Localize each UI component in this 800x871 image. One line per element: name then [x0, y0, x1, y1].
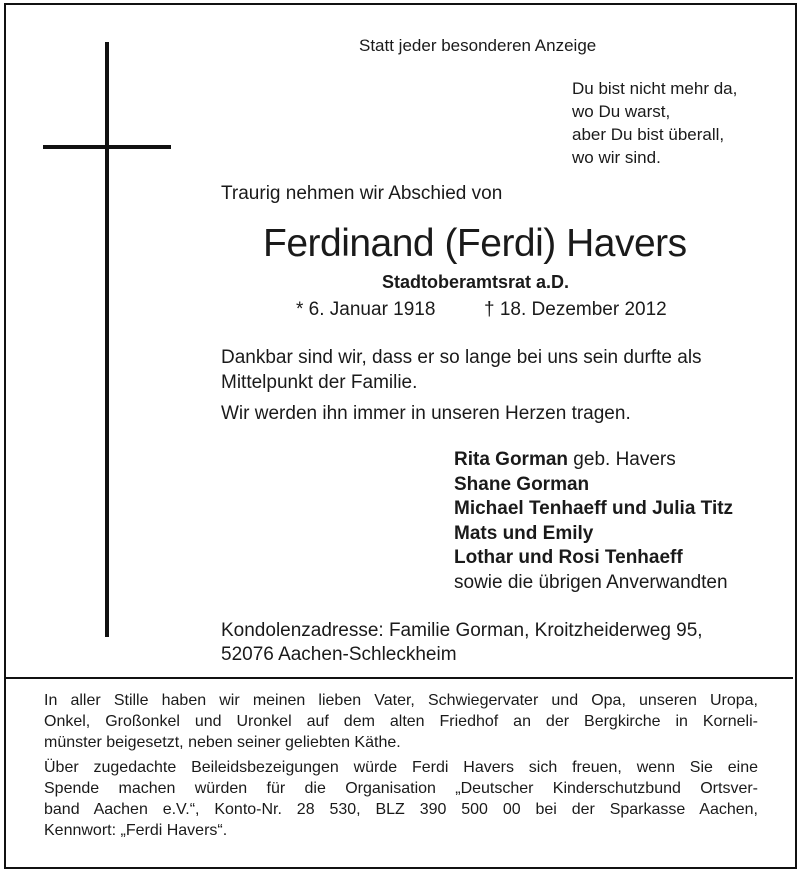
intro-text: Traurig nehmen wir Abschied von	[221, 183, 503, 204]
burial-line: In aller Stille haben wir meinen lieben Vater, Schwiegervater und Opa, unseren Uropa,	[44, 692, 758, 709]
family-member	[454, 497, 733, 522]
condolence-address	[221, 619, 703, 667]
burial-line: münster beigesetzt, neben seiner geliebten Käthe.	[44, 734, 401, 751]
family-member-name: Lothar und Rosi Tenhaeff	[454, 547, 683, 568]
donation-line: Spende machen würden für die Organisation „Deutscher Kinderschutzbund Ortsver-	[44, 780, 758, 797]
gratitude-line: Mittelpunkt der Familie.	[221, 372, 418, 393]
poem	[572, 77, 737, 169]
deceased-rank: Stadtoberamtsrat a.D.	[382, 272, 570, 292]
family-member-name: Rita Gorman	[454, 449, 569, 470]
poem-line: Du bist nicht mehr da,	[572, 79, 738, 98]
family-member-name: Shane Gorman	[454, 473, 590, 495]
gratitude-line: Dankbar sind wir, dass er so lange bei uns sein durfte als	[221, 347, 702, 368]
burial-paragraph	[44, 690, 758, 753]
header-statt-text: Statt jeder besonderen Anzeige	[359, 36, 597, 55]
donation-line: Über zugedachte Beileidsbezeigungen würde Ferdi Havers sich freuen, wenn Sie eine	[44, 759, 758, 776]
family-member-name: Michael Tenhaeff und Julia Titz	[454, 498, 734, 519]
family-member-note: sowie die übrigen Anverwandten	[454, 571, 728, 593]
deceased-name: Ferdinand (Ferdi) Havers	[263, 222, 687, 265]
family-list	[454, 448, 733, 595]
family-member	[454, 448, 733, 473]
birth-date: * 6. Januar 1918	[296, 299, 436, 320]
gratitude-paragraph	[221, 345, 702, 395]
poem-line: wo Du warst,	[572, 102, 671, 121]
divider-line	[6, 677, 793, 679]
family-member	[454, 571, 733, 596]
cross-vertical-bar	[105, 42, 109, 637]
donation-line: Kennwort: „Ferdi Havers“.	[44, 822, 228, 839]
family-member	[454, 522, 733, 547]
address-line: 52076 Aachen-Schleckheim	[221, 644, 457, 665]
poem-line: aber Du bist überall,	[572, 125, 725, 144]
cross-horizontal-bar	[43, 145, 171, 149]
family-member	[454, 546, 733, 571]
burial-line: Onkel, Großonkel und Uronkel auf dem alten Friedhof an der Bergkirche in Korneli-	[44, 713, 758, 730]
poem-line: wo wir sind.	[572, 148, 661, 167]
family-member-name: Mats und Emily	[454, 522, 594, 544]
family-member-note: geb. Havers	[568, 449, 676, 470]
donation-line: band Aachen e.V.“, Konto-Nr. 28 530, BLZ 390 500 00 bei der Sparkasse Aachen,	[44, 801, 758, 818]
death-date: † 18. Dezember 2012	[484, 299, 667, 320]
family-member	[454, 473, 733, 498]
donation-paragraph	[44, 757, 758, 841]
address-line: Kondolenzadresse: Familie Gorman, Kroitzheiderweg 95,	[221, 620, 703, 641]
remembrance-text: Wir werden ihn immer in unseren Herzen tragen.	[221, 403, 631, 424]
